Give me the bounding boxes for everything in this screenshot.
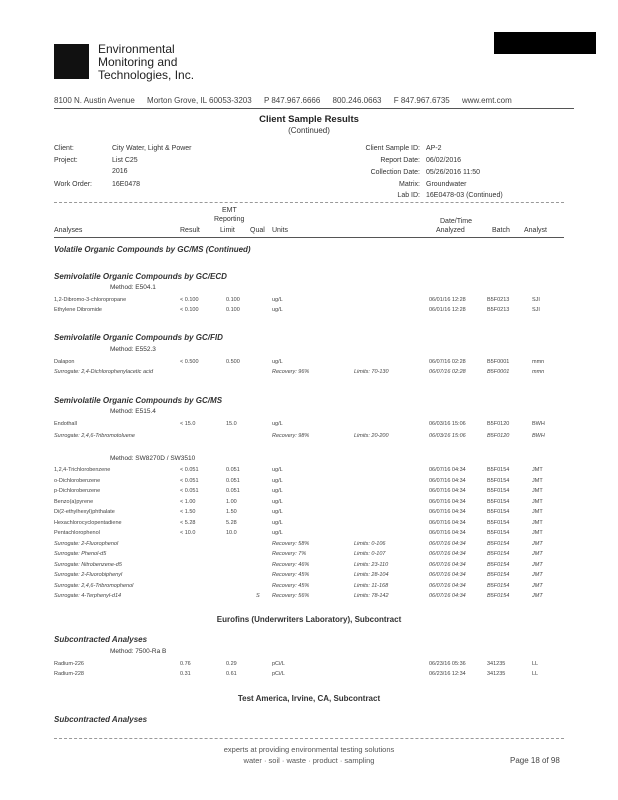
street-address: 8100 N. Austin Avenue [54,96,135,105]
cell-date: 06/07/16 04:34 [429,551,466,557]
cell-result: < 15.0 [180,421,196,427]
info-divider [54,202,564,203]
cell-result: < 0.100 [180,297,199,303]
company-name [98,43,194,82]
col-reporting: Reporting [214,216,245,223]
header-divider [54,108,574,109]
cell-limit: 10.0 [226,530,237,536]
toll-free: 800.246.0663 [332,96,382,105]
cell-analyte: Surrogate: 2,4,6-Tribromotoluene [54,433,135,439]
cell-units: Recovery: 58% [272,540,310,547]
cell-analyte: Benzo(a)pyrene [54,498,94,505]
cell-batch: B5F0154 [487,593,510,599]
cell-units: ug/L [272,297,283,303]
project-value: List C25 [112,157,138,164]
cell-limit: 5.28 [226,519,237,526]
lab-id-label: Lab ID: [397,192,420,199]
cell-batch: B5F0213 [487,297,510,303]
cell-analyte: Di(2-ethylhexyl)phthalate [54,509,115,515]
company-name-line1: Environmental [98,42,175,56]
cell-date: 06/07/16 04:34 [429,561,466,568]
col-analyzed: Analyzed [436,227,465,234]
table-row [54,572,564,580]
table-row [54,583,564,591]
cell-batch: B5F0154 [487,582,510,589]
table-row [54,509,564,517]
redaction-bar [494,32,596,54]
cell-analyte: Ethylene Dibromide [54,307,102,313]
cell-result: < 0.051 [180,488,199,494]
section-svoc-ecd: Semivolatile Organic Compounds by GC/ECD [54,272,227,281]
cell-units: ug/L [272,421,283,427]
section-subcontracted-2: Subcontracted Analyses [54,715,148,724]
cell-analyst: JMT [532,498,543,505]
footer-services: water · soil · waste · product · sampling [243,756,375,765]
table-row [54,520,564,528]
method-504: Method: E504.1 [110,284,156,291]
cell-batch: B5F0154 [487,498,510,505]
cell-date: 06/07/16 04:34 [429,477,466,484]
cell-analyte: o-Dichlorobenzene [54,477,101,484]
col-units: Units [272,227,288,234]
cell-analyst: JMT [532,582,543,589]
cell-analyte: Dalapon [54,359,75,365]
section-svoc-fid: Semivolatile Organic Compounds by GC/FID [54,333,223,342]
cell-units: pCi/L [272,661,285,667]
cell-result: < 1.50 [180,509,196,515]
table-row [54,671,564,679]
cell-batch: B5F0154 [487,572,510,578]
cell-limit: 0.051 [226,488,240,494]
cell-analyte: p-Dichlorobenzene [54,488,101,494]
table-row [54,421,564,429]
cell-limit: 0.051 [226,467,240,473]
cell-date: 06/07/16 04:34 [429,530,466,536]
cell-batch: B5F0154 [487,519,510,526]
table-row [54,562,564,570]
project-label: Project: [54,157,78,164]
cell-units: ug/L [272,359,283,365]
cell-date: 06/07/16 04:34 [429,572,466,578]
workorder-label: Work Order: [54,181,92,188]
table-row [54,433,564,441]
table-row [54,661,564,669]
cell-units: Recovery: 98% [272,433,310,439]
cell-date: 06/07/16 04:34 [429,593,466,599]
cell-batch: B5F0001 [487,369,510,375]
cell-date: 06/07/16 04:34 [429,519,466,526]
cell-units: ug/L [272,488,283,494]
sample-id-label: Client Sample ID: [365,145,420,152]
eurofins-heading: Eurofins (Underwriters Laboratory), Subcontract [216,615,402,624]
client-value: City Water, Light & Power [112,145,192,152]
footer-divider [54,738,564,739]
cell-analyst: JMT [532,509,543,515]
cell-units: Recovery: 46% [272,561,310,568]
page-number: Page 18 of 98 [510,756,560,765]
cell-units: Recovery: 7% [272,551,307,557]
cell-date: 06/07/16 02:28 [429,369,466,375]
phone: P 847.967.6666 [263,96,321,105]
table-row [54,530,564,538]
fax: F 847.967.6735 [393,96,450,105]
table-row [54,551,564,559]
cell-limit: 0.100 [226,297,240,303]
cell-analyte: Pentachlorophenol [54,530,100,536]
city-address: Morton Grove, IL 60053-3203 [147,96,252,105]
cell-batch: B5F0120 [487,433,510,439]
cell-analyst: JMT [532,593,543,599]
table-row [54,478,564,486]
report-date-value: 06/02/2016 [426,157,462,164]
table-row [54,359,564,367]
cell-result: < 0.051 [180,477,199,484]
cell-analyte: Radium-228 [54,671,84,677]
cell-date: 06/07/16 02:28 [429,359,466,365]
section-voc: Volatile Organic Compounds by GC/MS (Continued) [54,245,251,254]
cell-analyte: 1,2,4-Trichlorobenzene [54,467,111,473]
cell-analyte: Surrogate: Phenol-d5 [54,551,107,557]
cell-units: Recovery: 45% [272,572,310,578]
col-limit: Limit [220,227,235,234]
cell-limit: 0.051 [226,477,240,484]
sample-id-value: AP-2 [426,145,442,152]
cell-extra: Limits: 20-200 [354,433,389,439]
table-row [54,499,564,507]
col-analyst: Analyst [524,227,547,234]
col-emt: EMT [222,207,237,214]
cell-limit: 15.0 [226,421,237,427]
cell-units: pCi/L [272,671,285,677]
cell-analyst: JMT [532,530,543,536]
report-subtitle: (Continued) [288,126,330,135]
col-batch: Batch [492,227,510,234]
cell-analyst: SJI [532,307,540,313]
testamerica-heading: Test America, Irvine, CA, Subcontract [237,694,381,703]
cell-extra: Limits: 70-130 [354,369,389,375]
cell-batch: B5F0154 [487,467,510,473]
collection-date-label: Collection Date: [370,169,420,176]
cell-batch: B5F0154 [487,530,510,536]
cell-analyst: JMT [532,561,543,568]
footer-tagline: experts at providing environmental testing solutions [223,745,395,754]
table-row [54,541,564,549]
cell-date: 06/07/16 04:34 [429,540,466,547]
table-row [54,369,564,377]
section-subcontracted-1: Subcontracted Analyses [54,635,148,644]
cell-analyte: Surrogate: 2,4,6-Tribromophenol [54,582,134,589]
cell-units: Recovery: 56% [272,593,310,599]
cell-analyte: Surrogate: 2,4-Dichlorophenylacetic acid [54,369,154,375]
cell-units: ug/L [272,530,283,536]
cell-analyst: JMT [532,467,543,473]
cell-units: ug/L [272,509,283,515]
cell-analyst: JMT [532,540,543,547]
cell-analyst: JMT [532,488,543,494]
cell-analyst: BWH [532,433,545,439]
column-header-rule [54,237,564,238]
cell-analyte: Surrogate: 4-Terphenyl-d14 [54,593,122,599]
cell-batch: B5F0154 [487,488,510,494]
method-515: Method: E515.4 [110,408,156,415]
cell-date: 06/23/16 12:34 [429,671,466,677]
cell-units: ug/L [272,519,283,526]
table-row [54,467,564,475]
cell-analyte: Hexachlorocyclopentadiene [54,519,122,526]
cell-batch: 341235 [487,671,506,677]
table-row [54,593,564,601]
cell-units: ug/L [272,477,283,484]
cell-extra: Limits: 23-110 [354,561,389,568]
method-sw: Method: SW8270D / SW3510 [110,455,196,462]
cell-batch: 341235 [487,661,506,667]
cell-units: ug/L [272,498,283,505]
cell-analyst: JMT [532,519,543,526]
report-date-label: Report Date: [380,157,420,164]
cell-date: 06/07/16 04:34 [429,498,466,505]
cell-date: 06/07/16 04:34 [429,509,466,515]
cell-limit: 1.50 [226,509,237,515]
cell-units: ug/L [272,307,283,313]
cell-analyte: Surrogate: Nitrobenzene-d5 [54,561,122,568]
cell-date: 06/23/16 05:36 [429,661,466,667]
cell-analyst: BWH [532,421,545,427]
cell-analyst: JMT [532,572,543,578]
website: www.emt.com [461,96,512,105]
cell-analyst: LL [532,671,539,677]
cell-date: 06/07/16 04:34 [429,488,466,494]
cell-extra: Limits: 78-142 [354,593,389,599]
cell-date: 06/07/16 04:34 [429,467,466,473]
cell-analyte: Endothall [54,421,77,427]
cell-analyte: 1,2-Dibromo-3-chloropropane [54,297,127,303]
collection-date-value: 05/26/2016 11:50 [426,169,480,176]
col-result: Result [180,227,200,234]
cell-extra: Limits: 0-107 [354,551,386,557]
col-analyses: Analyses [54,227,83,234]
cell-date: 06/01/16 12:28 [429,307,466,313]
cell-result: < 1.00 [180,498,196,505]
cell-extra: Limits: 0-106 [354,540,386,547]
cell-limit: 0.100 [226,307,240,313]
cell-batch: B5F0154 [487,477,510,484]
cell-batch: B5F0154 [487,540,510,547]
cell-batch: B5F0213 [487,307,510,313]
cell-result: < 5.28 [180,519,196,526]
cell-result: 0.31 [180,671,191,677]
matrix-label: Matrix: [399,181,420,188]
cell-result: < 0.500 [180,359,199,365]
cell-result: < 10.0 [180,530,196,536]
cell-result: < 0.100 [180,307,199,313]
table-row [54,297,564,305]
cell-extra: Limits: 28-104 [354,572,389,578]
cell-batch: B5F0154 [487,551,510,557]
cell-analyst: SJI [532,297,540,303]
workorder-value: 16E0478 [112,181,141,188]
cell-units: Recovery: 45% [272,582,310,589]
cell-analyst: mmn [532,369,545,375]
col-datetime: Date/Time [440,218,473,225]
report-title: Client Sample Results [259,114,359,125]
company-name-line2: Monitoring and [98,55,178,69]
cell-analyte: Surrogate: 2-Fluorobiphenyl [54,572,123,578]
cell-result: < 0.051 [180,467,199,473]
method-7500: Method: 7500-Ra B [110,648,167,655]
method-552: Method: E552.3 [110,346,156,353]
cell-limit: 0.61 [226,671,237,677]
section-svoc-ms: Semivolatile Organic Compounds by GC/MS [54,396,223,405]
cell-date: 06/03/16 15:06 [429,421,466,427]
cell-analyte: Radium-226 [54,661,84,667]
company-logo [54,44,89,79]
cell-analyst: JMT [532,477,543,484]
cell-analyst: JMT [532,551,543,557]
cell-batch: B5F0154 [487,509,510,515]
cell-units: ug/L [272,467,283,473]
table-row [54,307,564,315]
matrix-value: Groundwater [426,181,467,188]
lab-id-value: 16E0478-03 (Continued) [426,192,503,199]
cell-limit: 0.29 [226,661,237,667]
cell-batch: B5F0001 [487,359,510,365]
cell-date: 06/07/16 04:34 [429,582,466,589]
cell-analyst: LL [532,661,539,667]
cell-limit: 0.500 [226,359,240,365]
col-qual: Qual [250,227,265,234]
address-line [54,96,574,105]
cell-date: 06/01/16 12:28 [429,297,466,303]
cell-batch: B5F0154 [487,561,510,568]
cell-analyst: mmn [532,359,545,365]
table-row [54,488,564,496]
cell-units: Recovery: 96% [272,369,310,375]
cell-extra: Limits: 11-168 [354,582,389,589]
project-value-2: 2016 [112,168,128,175]
cell-date: 06/03/16 15:06 [429,433,466,439]
company-name-line3: Technologies, Inc. [98,68,195,82]
cell-result: 0.76 [180,661,191,667]
client-label: Client: [54,145,74,152]
cell-batch: B5F0120 [487,421,510,427]
cell-limit: 1.00 [226,498,237,505]
cell-qual: S [256,593,260,599]
cell-analyte: Surrogate: 2-Fluorophenol [54,540,119,547]
